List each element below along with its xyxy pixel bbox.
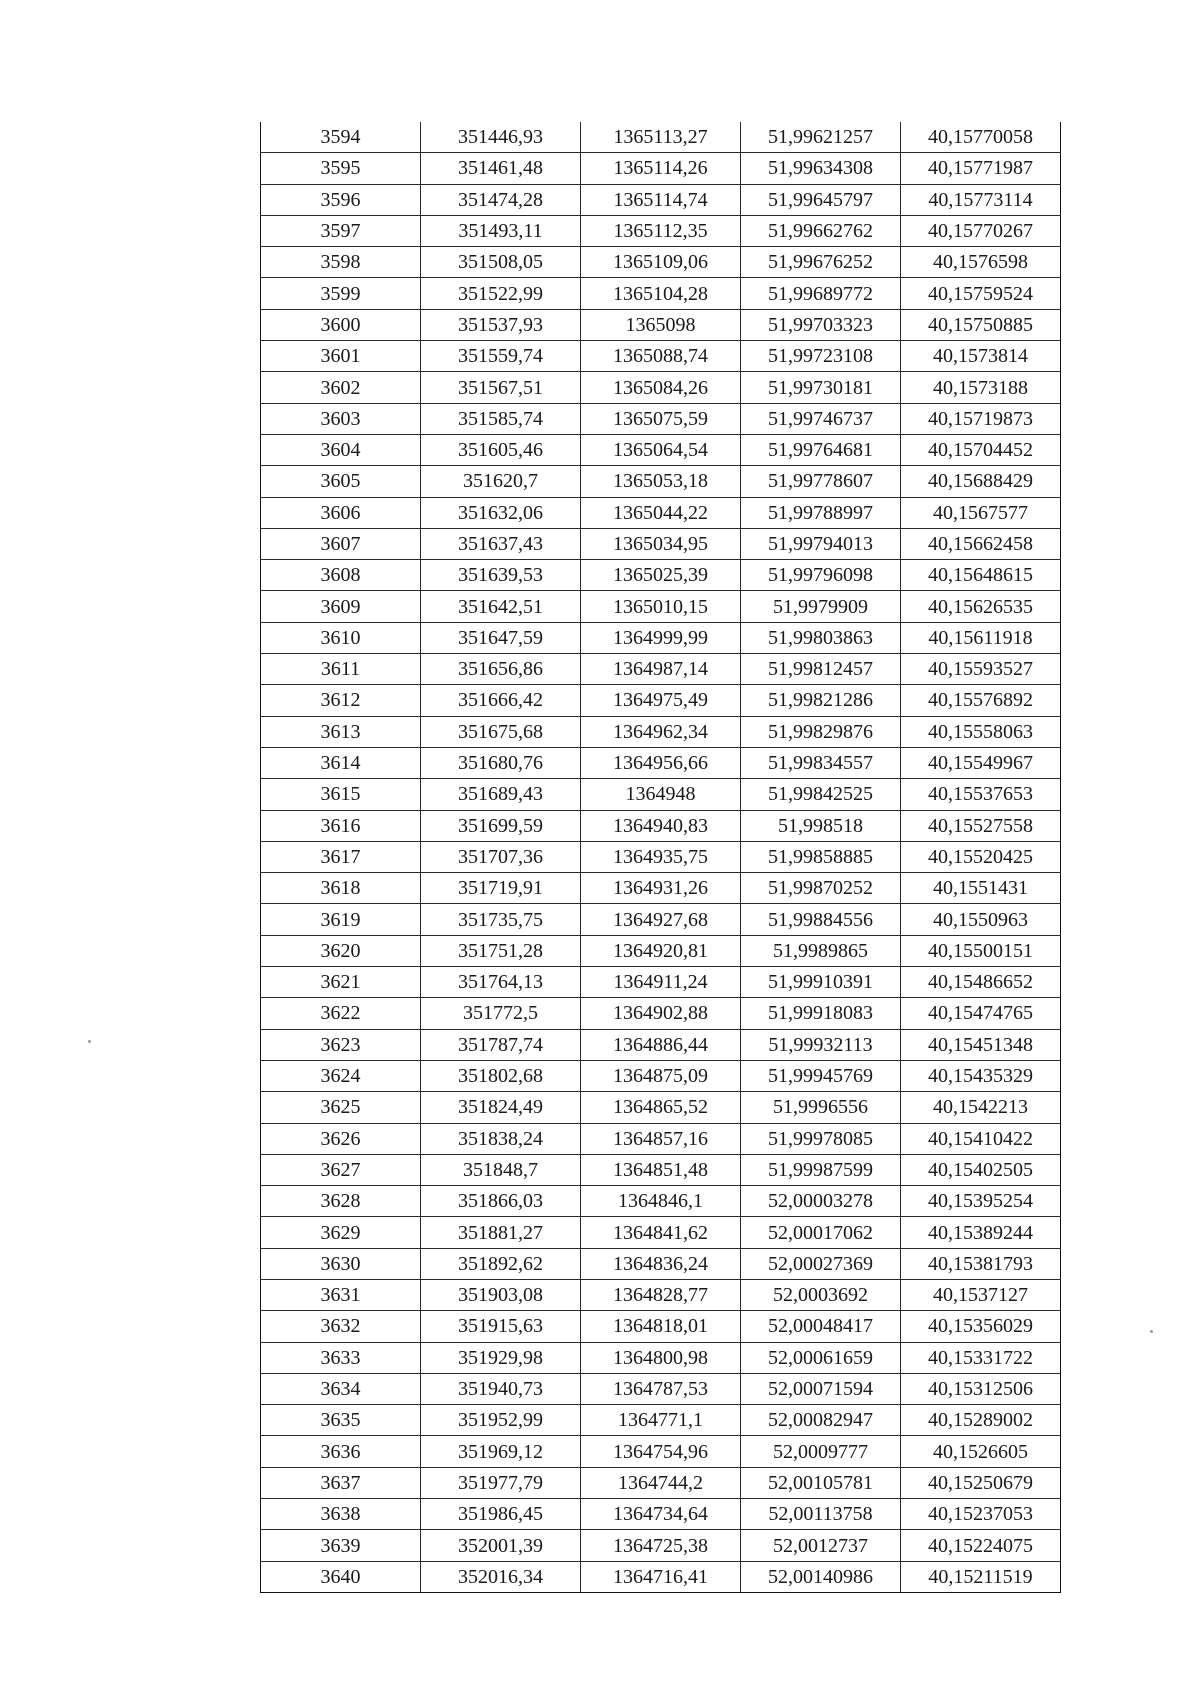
table-row: [261, 1561, 1061, 1592]
longitude-cell: 40,15395254: [901, 1186, 1061, 1217]
y-coordinate-cell: 1364902,88: [581, 998, 741, 1029]
y-coordinate-cell: 1364940,83: [581, 810, 741, 841]
point-number-cell: 3617: [261, 841, 421, 872]
longitude-cell: 40,15770058: [901, 122, 1061, 153]
longitude-cell: 40,15770267: [901, 215, 1061, 246]
point-number-cell: 3626: [261, 1123, 421, 1154]
point-number-cell: 3620: [261, 935, 421, 966]
latitude-cell: 51,99676252: [741, 247, 901, 278]
table-row: [261, 747, 1061, 778]
y-coordinate-cell: 1364975,49: [581, 685, 741, 716]
longitude-cell: 40,15356029: [901, 1311, 1061, 1342]
table-row: [261, 841, 1061, 872]
y-coordinate-cell: 1365044,22: [581, 497, 741, 528]
x-coordinate-cell: 351952,99: [421, 1405, 581, 1436]
x-coordinate-cell: 351881,27: [421, 1217, 581, 1248]
longitude-cell: 40,15410422: [901, 1123, 1061, 1154]
latitude-cell: 51,998518: [741, 810, 901, 841]
y-coordinate-cell: 1364865,52: [581, 1092, 741, 1123]
latitude-cell: 51,99703323: [741, 309, 901, 340]
longitude-cell: 40,15662458: [901, 528, 1061, 559]
longitude-cell: 40,15648615: [901, 560, 1061, 591]
longitude-cell: 40,15626535: [901, 591, 1061, 622]
table-row: [261, 1186, 1061, 1217]
x-coordinate-cell: 351719,91: [421, 873, 581, 904]
table-row: [261, 497, 1061, 528]
y-coordinate-cell: 1365104,28: [581, 278, 741, 309]
x-coordinate-cell: 351764,13: [421, 967, 581, 998]
x-coordinate-cell: 351802,68: [421, 1060, 581, 1091]
scan-speck: [88, 1040, 91, 1043]
table-row: [261, 1060, 1061, 1091]
point-number-cell: 3618: [261, 873, 421, 904]
x-coordinate-cell: 351508,05: [421, 247, 581, 278]
y-coordinate-cell: 1365088,74: [581, 341, 741, 372]
table-row: [261, 372, 1061, 403]
longitude-cell: 40,1551431: [901, 873, 1061, 904]
table-row: [261, 1029, 1061, 1060]
x-coordinate-cell: 351986,45: [421, 1499, 581, 1530]
table-row: [261, 153, 1061, 184]
x-coordinate-cell: 351977,79: [421, 1467, 581, 1498]
point-number-cell: 3612: [261, 685, 421, 716]
longitude-cell: 40,15381793: [901, 1248, 1061, 1279]
latitude-cell: 52,00027369: [741, 1248, 901, 1279]
x-coordinate-cell: 351848,7: [421, 1154, 581, 1185]
table-row: [261, 1217, 1061, 1248]
table-row: [261, 1373, 1061, 1404]
table-row: [261, 1154, 1061, 1185]
table-row: [261, 341, 1061, 372]
x-coordinate-cell: 351637,43: [421, 528, 581, 559]
longitude-cell: 40,15750885: [901, 309, 1061, 340]
latitude-cell: 51,99821286: [741, 685, 901, 716]
point-number-cell: 3638: [261, 1499, 421, 1530]
table-row: [261, 716, 1061, 747]
latitude-cell: 52,00105781: [741, 1467, 901, 1498]
table-row: [261, 560, 1061, 591]
longitude-cell: 40,15688429: [901, 466, 1061, 497]
longitude-cell: 40,15576892: [901, 685, 1061, 716]
y-coordinate-cell: 1365114,74: [581, 184, 741, 215]
latitude-cell: 52,0003692: [741, 1279, 901, 1310]
x-coordinate-cell: 351699,59: [421, 810, 581, 841]
longitude-cell: 40,1537127: [901, 1279, 1061, 1310]
longitude-cell: 40,1573188: [901, 372, 1061, 403]
latitude-cell: 51,99978085: [741, 1123, 901, 1154]
point-number-cell: 3636: [261, 1436, 421, 1467]
longitude-cell: 40,1576598: [901, 247, 1061, 278]
y-coordinate-cell: 1364935,75: [581, 841, 741, 872]
point-number-cell: 3606: [261, 497, 421, 528]
latitude-cell: 52,00140986: [741, 1561, 901, 1592]
x-coordinate-cell: 351522,99: [421, 278, 581, 309]
point-number-cell: 3596: [261, 184, 421, 215]
table-row: [261, 1467, 1061, 1498]
point-number-cell: 3631: [261, 1279, 421, 1310]
x-coordinate-cell: 351787,74: [421, 1029, 581, 1060]
y-coordinate-cell: 1365112,35: [581, 215, 741, 246]
point-number-cell: 3634: [261, 1373, 421, 1404]
point-number-cell: 3611: [261, 654, 421, 685]
latitude-cell: 51,99689772: [741, 278, 901, 309]
x-coordinate-cell: 351866,03: [421, 1186, 581, 1217]
longitude-cell: 40,15771987: [901, 153, 1061, 184]
longitude-cell: 40,15211519: [901, 1561, 1061, 1592]
point-number-cell: 3603: [261, 403, 421, 434]
latitude-cell: 51,99764681: [741, 434, 901, 465]
y-coordinate-cell: 1364744,2: [581, 1467, 741, 1498]
x-coordinate-cell: 351940,73: [421, 1373, 581, 1404]
y-coordinate-cell: 1364800,98: [581, 1342, 741, 1373]
x-coordinate-cell: 351680,76: [421, 747, 581, 778]
latitude-cell: 51,99945769: [741, 1060, 901, 1091]
point-number-cell: 3613: [261, 716, 421, 747]
point-number-cell: 3619: [261, 904, 421, 935]
latitude-cell: 51,99788997: [741, 497, 901, 528]
point-number-cell: 3624: [261, 1060, 421, 1091]
latitude-cell: 51,99932113: [741, 1029, 901, 1060]
x-coordinate-cell: 351585,74: [421, 403, 581, 434]
table-row: [261, 967, 1061, 998]
x-coordinate-cell: 351838,24: [421, 1123, 581, 1154]
table-row: [261, 403, 1061, 434]
table-row: [261, 1311, 1061, 1342]
table-row: [261, 466, 1061, 497]
x-coordinate-cell: 351675,68: [421, 716, 581, 747]
y-coordinate-cell: 1365113,27: [581, 122, 741, 153]
point-number-cell: 3615: [261, 779, 421, 810]
latitude-cell: 52,00048417: [741, 1311, 901, 1342]
x-coordinate-cell: 351537,93: [421, 309, 581, 340]
y-coordinate-cell: 1364857,16: [581, 1123, 741, 1154]
x-coordinate-cell: 351632,06: [421, 497, 581, 528]
latitude-cell: 51,99803863: [741, 622, 901, 653]
x-coordinate-cell: 351605,46: [421, 434, 581, 465]
longitude-cell: 40,15312506: [901, 1373, 1061, 1404]
x-coordinate-cell: 351903,08: [421, 1279, 581, 1310]
table-row: [261, 685, 1061, 716]
point-number-cell: 3600: [261, 309, 421, 340]
latitude-cell: 52,00082947: [741, 1405, 901, 1436]
longitude-cell: 40,1550963: [901, 904, 1061, 935]
x-coordinate-cell: 351446,93: [421, 122, 581, 153]
y-coordinate-cell: 1364846,1: [581, 1186, 741, 1217]
x-coordinate-cell: 351647,59: [421, 622, 581, 653]
latitude-cell: 51,99730181: [741, 372, 901, 403]
x-coordinate-cell: 352001,39: [421, 1530, 581, 1561]
latitude-cell: 52,0012737: [741, 1530, 901, 1561]
latitude-cell: 51,99796098: [741, 560, 901, 591]
longitude-cell: 40,15593527: [901, 654, 1061, 685]
coordinate-table: [260, 122, 1061, 1593]
x-coordinate-cell: 351707,36: [421, 841, 581, 872]
table-row: [261, 215, 1061, 246]
longitude-cell: 40,1542213: [901, 1092, 1061, 1123]
latitude-cell: 51,99794013: [741, 528, 901, 559]
point-number-cell: 3627: [261, 1154, 421, 1185]
x-coordinate-cell: 351892,62: [421, 1248, 581, 1279]
longitude-cell: 40,15558063: [901, 716, 1061, 747]
longitude-cell: 40,15237053: [901, 1499, 1061, 1530]
point-number-cell: 3604: [261, 434, 421, 465]
y-coordinate-cell: 1364828,77: [581, 1279, 741, 1310]
y-coordinate-cell: 1364836,24: [581, 1248, 741, 1279]
x-coordinate-cell: 351567,51: [421, 372, 581, 403]
x-coordinate-cell: 351772,5: [421, 998, 581, 1029]
longitude-cell: 40,15537653: [901, 779, 1061, 810]
longitude-cell: 40,15289002: [901, 1405, 1061, 1436]
latitude-cell: 52,00061659: [741, 1342, 901, 1373]
point-number-cell: 3597: [261, 215, 421, 246]
y-coordinate-cell: 1365109,06: [581, 247, 741, 278]
point-number-cell: 3625: [261, 1092, 421, 1123]
y-coordinate-cell: 1365053,18: [581, 466, 741, 497]
y-coordinate-cell: 1365098: [581, 309, 741, 340]
table-row: [261, 1092, 1061, 1123]
x-coordinate-cell: 351474,28: [421, 184, 581, 215]
longitude-cell: 40,15389244: [901, 1217, 1061, 1248]
latitude-cell: 51,9996556: [741, 1092, 901, 1123]
table-row: [261, 873, 1061, 904]
table-row: [261, 998, 1061, 1029]
latitude-cell: 51,99910391: [741, 967, 901, 998]
latitude-cell: 52,00113758: [741, 1499, 901, 1530]
point-number-cell: 3635: [261, 1405, 421, 1436]
x-coordinate-cell: 351559,74: [421, 341, 581, 372]
latitude-cell: 51,99746737: [741, 403, 901, 434]
point-number-cell: 3622: [261, 998, 421, 1029]
y-coordinate-cell: 1365034,95: [581, 528, 741, 559]
point-number-cell: 3595: [261, 153, 421, 184]
x-coordinate-cell: 351493,11: [421, 215, 581, 246]
y-coordinate-cell: 1364841,62: [581, 1217, 741, 1248]
y-coordinate-cell: 1364754,96: [581, 1436, 741, 1467]
point-number-cell: 3594: [261, 122, 421, 153]
y-coordinate-cell: 1365025,39: [581, 560, 741, 591]
point-number-cell: 3605: [261, 466, 421, 497]
y-coordinate-cell: 1365075,59: [581, 403, 741, 434]
x-coordinate-cell: 351656,86: [421, 654, 581, 685]
table-row: [261, 935, 1061, 966]
table-row: [261, 278, 1061, 309]
latitude-cell: 51,99645797: [741, 184, 901, 215]
point-number-cell: 3623: [261, 1029, 421, 1060]
longitude-cell: 40,15486652: [901, 967, 1061, 998]
latitude-cell: 51,99829876: [741, 716, 901, 747]
point-number-cell: 3628: [261, 1186, 421, 1217]
table-row: [261, 184, 1061, 215]
y-coordinate-cell: 1364787,53: [581, 1373, 741, 1404]
point-number-cell: 3630: [261, 1248, 421, 1279]
longitude-cell: 40,15500151: [901, 935, 1061, 966]
y-coordinate-cell: 1364818,01: [581, 1311, 741, 1342]
y-coordinate-cell: 1364987,14: [581, 654, 741, 685]
longitude-cell: 40,15520425: [901, 841, 1061, 872]
latitude-cell: 51,99987599: [741, 1154, 901, 1185]
x-coordinate-cell: 351751,28: [421, 935, 581, 966]
longitude-cell: 40,15719873: [901, 403, 1061, 434]
y-coordinate-cell: 1364911,24: [581, 967, 741, 998]
point-number-cell: 3610: [261, 622, 421, 653]
table-row: [261, 654, 1061, 685]
table-row: [261, 528, 1061, 559]
longitude-cell: 40,15704452: [901, 434, 1061, 465]
point-number-cell: 3607: [261, 528, 421, 559]
latitude-cell: 51,99884556: [741, 904, 901, 935]
latitude-cell: 51,99662762: [741, 215, 901, 246]
table-row: [261, 1436, 1061, 1467]
latitude-cell: 52,00003278: [741, 1186, 901, 1217]
x-coordinate-cell: 351666,42: [421, 685, 581, 716]
latitude-cell: 52,00071594: [741, 1373, 901, 1404]
x-coordinate-cell: 351620,7: [421, 466, 581, 497]
y-coordinate-cell: 1364886,44: [581, 1029, 741, 1060]
table-row: [261, 434, 1061, 465]
table-row: [261, 1279, 1061, 1310]
longitude-cell: 40,1526605: [901, 1436, 1061, 1467]
latitude-cell: 51,99634308: [741, 153, 901, 184]
x-coordinate-cell: 351929,98: [421, 1342, 581, 1373]
point-number-cell: 3633: [261, 1342, 421, 1373]
point-number-cell: 3632: [261, 1311, 421, 1342]
longitude-cell: 40,15331722: [901, 1342, 1061, 1373]
x-coordinate-cell: 351915,63: [421, 1311, 581, 1342]
longitude-cell: 40,1573814: [901, 341, 1061, 372]
x-coordinate-cell: 351461,48: [421, 153, 581, 184]
longitude-cell: 40,15773114: [901, 184, 1061, 215]
y-coordinate-cell: 1365084,26: [581, 372, 741, 403]
x-coordinate-cell: 351639,53: [421, 560, 581, 591]
latitude-cell: 51,99870252: [741, 873, 901, 904]
latitude-cell: 51,9979909: [741, 591, 901, 622]
y-coordinate-cell: 1364948: [581, 779, 741, 810]
coordinate-table-body: [261, 122, 1061, 1592]
scan-speck: [1150, 1330, 1153, 1333]
table-row: [261, 122, 1061, 153]
longitude-cell: 40,15402505: [901, 1154, 1061, 1185]
table-row: [261, 1342, 1061, 1373]
point-number-cell: 3599: [261, 278, 421, 309]
point-number-cell: 3639: [261, 1530, 421, 1561]
table-row: [261, 1405, 1061, 1436]
y-coordinate-cell: 1364931,26: [581, 873, 741, 904]
y-coordinate-cell: 1364956,66: [581, 747, 741, 778]
x-coordinate-cell: 351689,43: [421, 779, 581, 810]
latitude-cell: 52,00017062: [741, 1217, 901, 1248]
point-number-cell: 3602: [261, 372, 421, 403]
table-row: [261, 1499, 1061, 1530]
point-number-cell: 3609: [261, 591, 421, 622]
latitude-cell: 51,99723108: [741, 341, 901, 372]
y-coordinate-cell: 1364927,68: [581, 904, 741, 935]
y-coordinate-cell: 1364851,48: [581, 1154, 741, 1185]
latitude-cell: 51,99812457: [741, 654, 901, 685]
latitude-cell: 51,9989865: [741, 935, 901, 966]
longitude-cell: 40,15474765: [901, 998, 1061, 1029]
table-row: [261, 810, 1061, 841]
latitude-cell: 51,99834557: [741, 747, 901, 778]
y-coordinate-cell: 1364962,34: [581, 716, 741, 747]
x-coordinate-cell: 352016,34: [421, 1561, 581, 1592]
latitude-cell: 51,99621257: [741, 122, 901, 153]
y-coordinate-cell: 1364734,64: [581, 1499, 741, 1530]
table-row: [261, 779, 1061, 810]
table-row: [261, 622, 1061, 653]
longitude-cell: 40,15224075: [901, 1530, 1061, 1561]
table-row: [261, 1248, 1061, 1279]
y-coordinate-cell: 1365114,26: [581, 153, 741, 184]
y-coordinate-cell: 1365064,54: [581, 434, 741, 465]
y-coordinate-cell: 1365010,15: [581, 591, 741, 622]
table-row: [261, 309, 1061, 340]
table-row: [261, 1530, 1061, 1561]
longitude-cell: 40,15611918: [901, 622, 1061, 653]
point-number-cell: 3637: [261, 1467, 421, 1498]
longitude-cell: 40,15759524: [901, 278, 1061, 309]
y-coordinate-cell: 1364771,1: [581, 1405, 741, 1436]
point-number-cell: 3608: [261, 560, 421, 591]
y-coordinate-cell: 1364716,41: [581, 1561, 741, 1592]
table-row: [261, 247, 1061, 278]
longitude-cell: 40,15549967: [901, 747, 1061, 778]
point-number-cell: 3598: [261, 247, 421, 278]
latitude-cell: 51,99842525: [741, 779, 901, 810]
y-coordinate-cell: 1364999,99: [581, 622, 741, 653]
point-number-cell: 3614: [261, 747, 421, 778]
x-coordinate-cell: 351642,51: [421, 591, 581, 622]
longitude-cell: 40,15435329: [901, 1060, 1061, 1091]
point-number-cell: 3616: [261, 810, 421, 841]
latitude-cell: 51,99858885: [741, 841, 901, 872]
table-row: [261, 1123, 1061, 1154]
latitude-cell: 51,99778607: [741, 466, 901, 497]
longitude-cell: 40,15527558: [901, 810, 1061, 841]
x-coordinate-cell: 351824,49: [421, 1092, 581, 1123]
x-coordinate-cell: 351969,12: [421, 1436, 581, 1467]
longitude-cell: 40,15250679: [901, 1467, 1061, 1498]
y-coordinate-cell: 1364920,81: [581, 935, 741, 966]
longitude-cell: 40,1567577: [901, 497, 1061, 528]
point-number-cell: 3601: [261, 341, 421, 372]
x-coordinate-cell: 351735,75: [421, 904, 581, 935]
point-number-cell: 3640: [261, 1561, 421, 1592]
table-row: [261, 591, 1061, 622]
latitude-cell: 52,0009777: [741, 1436, 901, 1467]
table-row: [261, 904, 1061, 935]
y-coordinate-cell: 1364725,38: [581, 1530, 741, 1561]
longitude-cell: 40,15451348: [901, 1029, 1061, 1060]
point-number-cell: 3629: [261, 1217, 421, 1248]
point-number-cell: 3621: [261, 967, 421, 998]
latitude-cell: 51,99918083: [741, 998, 901, 1029]
y-coordinate-cell: 1364875,09: [581, 1060, 741, 1091]
